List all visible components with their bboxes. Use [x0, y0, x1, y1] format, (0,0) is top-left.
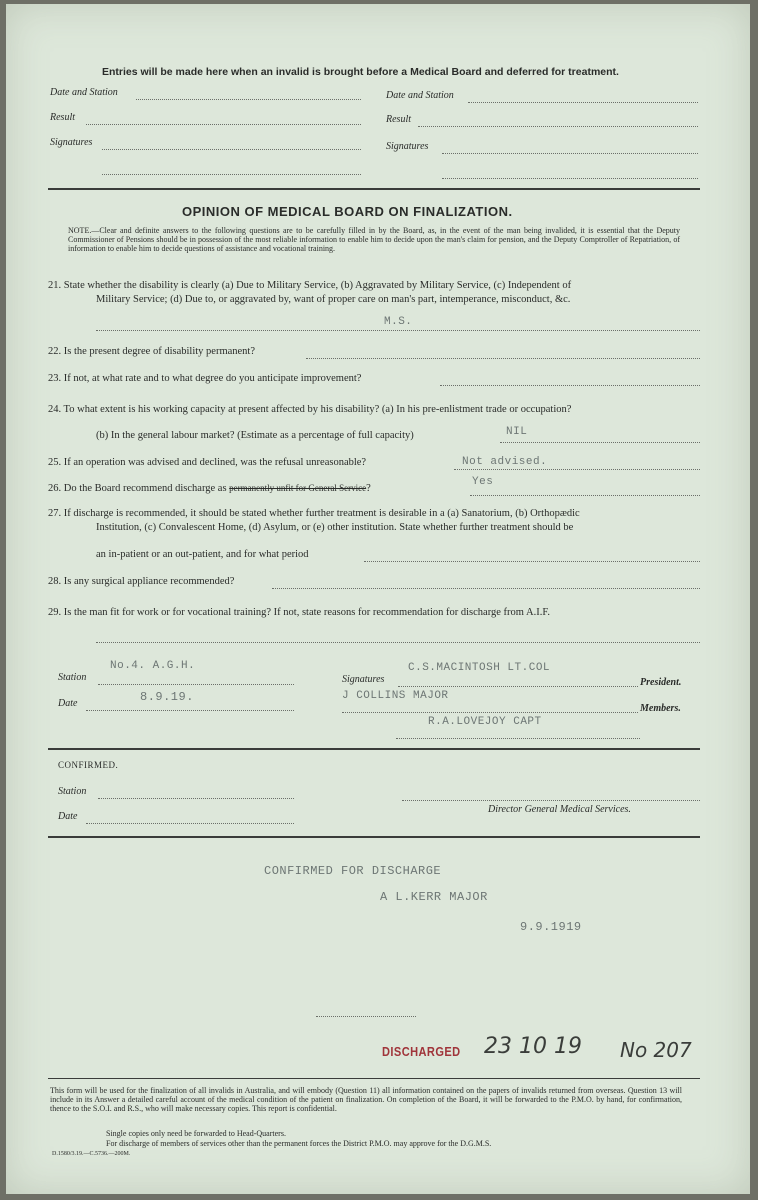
form-sheet	[6, 4, 750, 1194]
member2-signature: R.A.LOVEJOY CAPT	[428, 716, 542, 728]
right-date-station-line	[468, 102, 698, 103]
board-date-line	[86, 710, 294, 711]
divider-lower	[48, 836, 700, 838]
stamp-date: 9.9.1919	[520, 920, 582, 934]
discharged-number: No 207	[620, 1038, 692, 1062]
president-label: President.	[640, 677, 682, 688]
left-date-station-label: Date and Station	[50, 87, 118, 98]
right-result-line	[418, 126, 698, 127]
stamp-confirmed: CONFIRMED FOR DISCHARGE	[264, 864, 442, 878]
right-signatures-line-2	[442, 178, 698, 179]
president-line	[398, 686, 638, 687]
board-station-line	[98, 684, 294, 685]
q27-line2: Institution, (c) Convalescent Home, (d) Asylum, or (e) other institution. State whether further treatment should be	[96, 522, 574, 533]
q22-text: 22. Is the present degree of disability permanent?	[48, 346, 256, 357]
q27-line	[364, 561, 700, 562]
q26-text	[48, 483, 371, 494]
divider-middle	[48, 748, 700, 750]
members-label: Members.	[640, 703, 681, 714]
q29-text: 29. Is the man fit for work or for vocational training? If not, state reasons for recommendation for discharge from A.I.F.	[48, 607, 550, 618]
board-station-value: No.4. A.G.H.	[110, 660, 196, 672]
q28-line	[272, 588, 700, 589]
divider-footer	[48, 1078, 700, 1079]
q24-line2: (b) In the general labour market? (Estimate as a percentage of full capacity)	[96, 430, 414, 441]
footer-line2: Single copies only need be forwarded to Head-Quarters.	[106, 1129, 286, 1138]
confirmed-station-label: Station	[58, 786, 87, 797]
q22-line	[306, 358, 700, 359]
q26-mark: ?	[366, 483, 371, 494]
q28-text: 28. Is any surgical appliance recommended?	[48, 576, 235, 587]
left-date-station-line	[136, 99, 361, 100]
discharged-stamp: DISCHARGED	[382, 1044, 461, 1059]
stamp-signatory: A L.KERR MAJOR	[380, 890, 488, 904]
confirmed-date-label: Date	[58, 811, 78, 822]
footer-line3: For discharge of members of services other than the permanent forces the District P.M.O. may approve for the D.G.M.S.	[106, 1139, 492, 1148]
left-signatures-line	[102, 149, 361, 150]
left-result-label: Result	[50, 112, 75, 123]
right-signatures-line	[442, 153, 698, 154]
q21-line2: Military Service; (d) Due to, or aggravated by, want of proper care on man's part, intemperance, misconduct, &c.	[96, 294, 571, 305]
board-title: OPINION OF MEDICAL BOARD ON FINALIZATION.	[182, 204, 513, 219]
president-signature: C.S.MACINTOSH LT.COL	[408, 662, 551, 674]
right-date-station-label: Date and Station	[386, 90, 454, 101]
q24-line	[500, 442, 700, 443]
dgms-line	[402, 800, 700, 801]
q23-line	[440, 385, 700, 386]
q29-line	[96, 642, 700, 643]
q21-answer-line	[96, 330, 700, 331]
faint-dash-line	[316, 1016, 416, 1017]
q26-struck-text: permanently unfit for General Service	[229, 483, 367, 493]
member1-line	[342, 712, 638, 713]
q23-text: 23. If not, at what rate and to what degree do you anticipate improvement?	[48, 373, 362, 384]
q25-text: 25. If an operation was advised and declined, was the refusal unreasonable?	[48, 457, 367, 468]
q27-line1: 27. If discharge is recommended, it should be stated whether further treatment is desirable in a (a) Sanatorium, (b) Orthopædic	[48, 508, 580, 519]
print-code: D.1580/3.19.—C.5736.—200M.	[52, 1151, 131, 1157]
dgms-label: Director General Medical Services.	[488, 804, 631, 815]
confirmed-label: CONFIRMED.	[58, 760, 119, 770]
left-signatures-label: Signatures	[50, 137, 93, 148]
q21-answer: M.S.	[384, 316, 413, 328]
board-signatures-label: Signatures	[342, 674, 385, 685]
footer-paragraph: This form will be used for the finalization of all invalids in Australia, and will embody (Question 11) all information contained on the papers of invalids returned from overseas. Question 13 will include in its Answer a detailed careful account of the medical condition of the patient on finalization. On completion of the Board, it will be forwarded to the P.M.O. by hand, for confirmation, thence to the S.O.I. and R.S., who will make necessary copies. This report is confidential.	[50, 1086, 682, 1113]
left-signatures-line-2	[102, 174, 361, 175]
q26-prefix: 26. Do the Board recommend discharge as	[48, 483, 227, 494]
discharged-date: 23 10 19	[484, 1034, 582, 1059]
q27-line3: an in-patient or an out-patient, and for what period	[96, 549, 309, 560]
board-date-label: Date	[58, 698, 78, 709]
deferred-entries-title: Entries will be made here when an invalid is brought before a Medical Board and deferred for treatment.	[102, 66, 619, 78]
q25-line	[454, 469, 700, 470]
board-station-label: Station	[58, 672, 87, 683]
confirmed-station-line	[98, 798, 294, 799]
q24-line1: 24. To what extent is his working capacity at present affected by his disability? (a) In his pre-enlistment trade or occupation?	[48, 404, 572, 415]
member2-line	[396, 738, 640, 739]
q24-answer: NIL	[506, 426, 528, 438]
q21-line1: 21. State whether the disability is clearly (a) Due to Military Service, (b) Aggravated by Military Service, (c) Independent of	[48, 280, 572, 291]
board-note: NOTE.—Clear and definite answers to the following questions are to be carefully filled in by the Board, as, in the event of the man being invalided, it is essential that the Deputy Commissioner of Pensions should be in possession of the most reliable information to enable him to decide upon the man's claim for pension, and the Deputy Comptroller of Repatriation, of information to enable him to decide questions of assistance and vocational training.	[68, 226, 680, 253]
member1-signature: J COLLINS MAJOR	[342, 690, 449, 702]
left-result-line	[86, 124, 361, 125]
right-signatures-label: Signatures	[386, 141, 429, 152]
q26-answer: Yes	[472, 476, 494, 488]
confirmed-date-line	[86, 823, 294, 824]
board-date-value: 8.9.19.	[140, 690, 194, 704]
q26-line	[470, 495, 700, 496]
q25-answer: Not advised.	[462, 456, 548, 468]
right-result-label: Result	[386, 114, 411, 125]
divider-top	[48, 188, 700, 190]
